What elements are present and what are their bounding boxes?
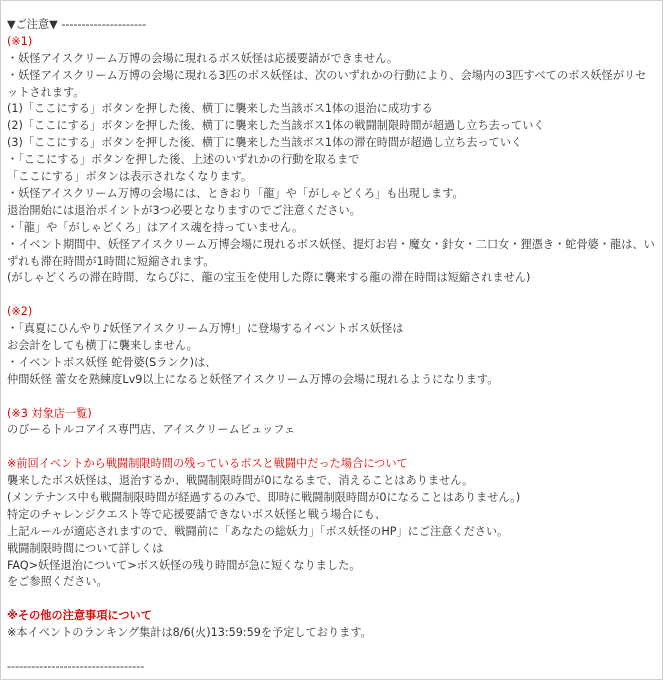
section-5-heading: ※その他の注意事項について [7, 609, 152, 623]
section-1-line: ・「ここにする」ボタンを押した後、上述のいずれかの行動を取るまで [7, 153, 360, 167]
notice-content [7, 17, 656, 676]
faq-reference: FAQ>妖怪退治について>ボス妖怪の残り時間が急に短くなりました。 [7, 558, 361, 572]
section-2-line: ・「真夏にひんやり♪妖怪アイスクリーム万博!」に登場するイベントボス妖怪は [7, 322, 404, 336]
section-1-line: (1)「ここにする」ボタンを押した後、横丁に襲来した当該ボス1体の退治に成功する [7, 102, 433, 116]
section-1-line: ・妖怪アイスクリーム万博の会場には、ときおり「龍」や「がしゃどくろ」も出現します。 [7, 186, 464, 200]
section-4-line: 上記ルールが適応されますので、戦闘前に「あなたの総妖力」「ボス妖怪のHP」にご注意ください。 [7, 524, 509, 538]
section-1-line: (3)「ここにする」ボタンを押した後、横丁に襲来した当該ボス1体の滞在時間が超過し立ち去っていく [7, 136, 523, 150]
section-1-line: ・妖怪アイスクリーム万博の会場に現れる3匹のボス妖怪は、次のいずれかの行動により、会場内の3匹すべてのボス妖怪がリセットされます。 [7, 68, 647, 99]
section-4-line: 戦闘制限時間について詳しくは [7, 541, 164, 555]
section-4-line: (メンテナンス中も戦闘制限時間が経過するのみで、即時に戦闘制限時間が0になることはありません。) [7, 491, 521, 504]
notice-header: ▼ご注意▼ --------------------- [7, 18, 147, 31]
section-1-line: ・イベント期間中、妖怪アイスクリーム万博会場に現れるボス妖怪、提灯お岩・魔女・針女・二口女・狸憑き・蛇骨婆・龍は、いずれも滞在時間が1時間に短縮されます。 [7, 237, 655, 268]
section-2-line: お会計をしても横丁に襲来しません。 [7, 338, 198, 352]
section-4-line: 襲来したボス妖怪は、退治するか、戦闘制限時間が0になるまで、消えることはありません。 [7, 474, 474, 488]
footer-divider: ---------------------------------- [7, 659, 145, 673]
section-1-line: (2)「ここにする」ボタンを押した後、横丁に襲来した当該ボス1体の戦闘制限時間が超過し立ち去っていく [7, 119, 545, 133]
section-1-heading: (※1) [7, 34, 33, 48]
section-2-line: ・イベントボス妖怪 蛇骨婆(Sランク)は、 [7, 355, 217, 369]
section-5-line: ※本イベントのランキング集計は8/6(火)13:59:59を予定しております。 [7, 626, 372, 640]
section-3-heading: (※3 対象店一覧) [7, 406, 92, 420]
section-1-line: (がしゃどくろの滞在時間、ならびに、龍の宝玉を使用した際に襲来する龍の滞在時間は短縮されません) [7, 271, 531, 285]
section-1-line: 「ここにする」ボタンは表示されなくなります。 [7, 170, 253, 184]
section-2-heading: (※2) [7, 305, 33, 319]
section-1-line: ・「龍」や「がしゃどくろ」はアイス魂を持っていません。 [7, 220, 304, 234]
section-1-line: 退治開始には退治ポイントが3つ必要となりますのでご注意ください。 [7, 203, 361, 217]
section-1-line: ・妖怪アイスクリーム万博の会場に現れるボス妖怪は応援要請ができません。 [7, 51, 399, 65]
section-3-line: のびーるトルコアイス専門店、アイスクリームビュッフェ [7, 423, 296, 437]
section-4-heading: ※前回イベントから戦闘制限時間の残っているボスと戦闘中だった場合について [7, 457, 408, 471]
section-2-line: 仲間妖怪 蕾女を熟練度Lv9以上になると妖怪アイスクリーム万博の会場に現れるようになります。 [7, 372, 499, 386]
section-4-line: をご参照ください。 [7, 575, 108, 589]
section-4-line: 特定のチャレンジクエスト等で応援要請できないボス妖怪と戦う場合にも、 [7, 507, 387, 521]
